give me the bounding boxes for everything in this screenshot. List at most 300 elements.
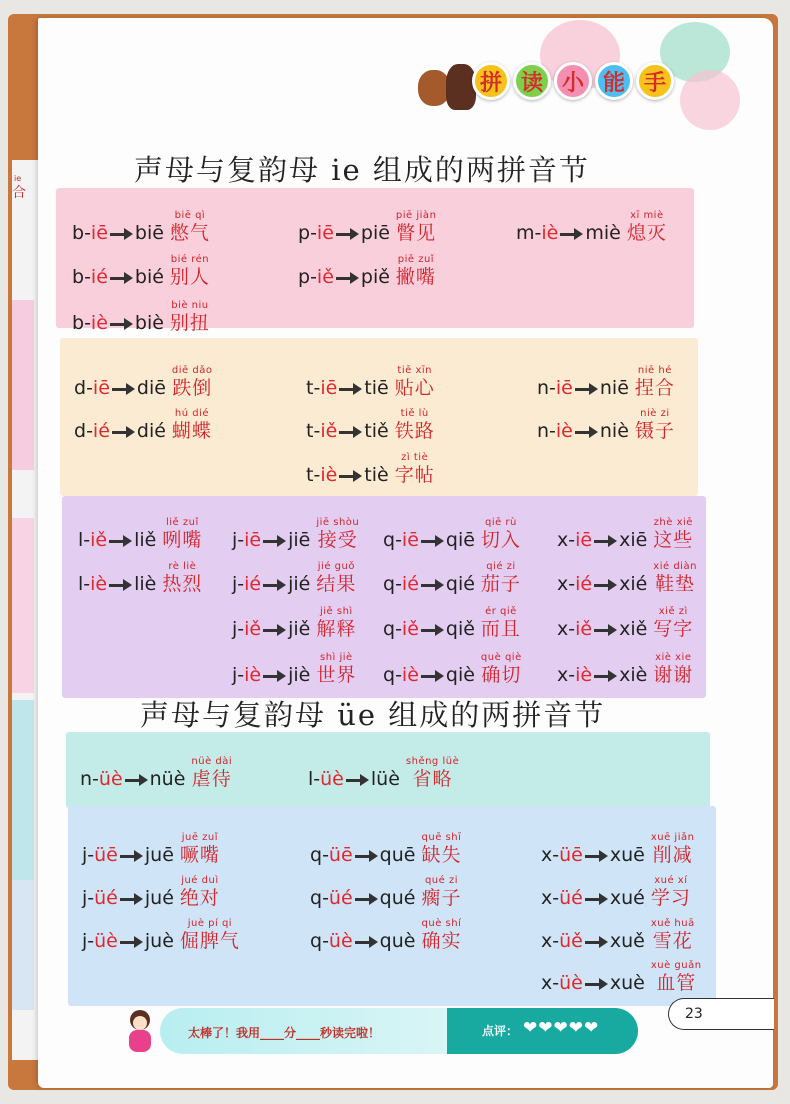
- arrow-icon: [584, 844, 608, 866]
- arrow-icon: [338, 420, 362, 442]
- decor-blob: [680, 70, 740, 130]
- chinese-word: 这些: [653, 529, 694, 551]
- syllable-entry: [232, 561, 356, 595]
- syllable-parts: [74, 420, 110, 442]
- chinese-word: 学习: [650, 887, 691, 909]
- word-with-pinyin: [421, 875, 461, 909]
- word-with-pinyin: [180, 875, 220, 909]
- arrow-icon: [119, 930, 143, 952]
- chinese-word: 切入: [480, 529, 521, 551]
- syllable-entry: [78, 561, 202, 595]
- initial: t: [306, 377, 314, 399]
- final: iè: [90, 573, 108, 595]
- syllable-entry: [74, 408, 212, 442]
- combined-syllable: liè: [134, 573, 157, 595]
- dash: -: [313, 768, 321, 790]
- left-page-color-strip: [12, 518, 34, 693]
- syllable-parts: [383, 529, 419, 551]
- chinese-word: 别人: [169, 266, 210, 288]
- syllable-entry: [232, 517, 359, 551]
- syllable-entry: [383, 652, 522, 686]
- syllable-parts: [541, 930, 583, 952]
- combined-syllable: piě: [360, 266, 390, 288]
- word-with-pinyin: [635, 365, 675, 399]
- initial: j: [232, 664, 238, 686]
- syllable-parts: [306, 420, 337, 442]
- arrow-icon: [111, 420, 135, 442]
- combined-syllable: tiē: [364, 377, 389, 399]
- syllable-parts: [557, 573, 592, 595]
- initial: q: [310, 930, 323, 952]
- chinese-word: 雪花: [652, 930, 693, 952]
- pinyin-annotation: liě zuǐ: [165, 517, 199, 528]
- initial: j: [82, 930, 88, 952]
- initial: b: [72, 266, 85, 288]
- initial: j: [82, 844, 88, 866]
- combined-syllable: biē: [134, 222, 164, 244]
- syllable-entry: [72, 210, 210, 244]
- syllable-parts: [541, 972, 583, 994]
- final: iē: [90, 222, 108, 244]
- dash: -: [322, 844, 329, 866]
- syllable-parts: [541, 844, 583, 866]
- syllable-parts: [232, 664, 261, 686]
- section-title: 声母与复韵母 üe 组成的两拼音节: [140, 698, 606, 732]
- chinese-word: 解释: [316, 618, 357, 640]
- initial: q: [383, 529, 396, 551]
- word-with-pinyin: [170, 254, 210, 288]
- combined-syllable: qué: [379, 887, 416, 909]
- syllable-parts: [537, 420, 573, 442]
- final: iē: [555, 377, 573, 399]
- arrow-icon: [119, 887, 143, 909]
- word-with-pinyin: [191, 756, 232, 790]
- word-with-pinyin: [395, 452, 435, 486]
- final: üè: [98, 768, 123, 790]
- pinyin-annotation: niē hé: [637, 365, 672, 376]
- dash: -: [84, 312, 91, 334]
- syllable-entry: [541, 875, 691, 909]
- arrow-icon: [338, 377, 362, 399]
- arrow-icon: [574, 377, 598, 399]
- syllable-parts: [557, 664, 592, 686]
- final: ié: [244, 573, 262, 595]
- dash: -: [395, 618, 402, 640]
- combined-syllable: xiē: [619, 529, 648, 551]
- arrow-icon: [420, 664, 444, 686]
- pinyin-annotation: xī miè: [630, 210, 664, 221]
- dash: -: [237, 664, 245, 686]
- arrow-icon: [262, 664, 286, 686]
- word-with-pinyin: [421, 918, 461, 952]
- pinyin-annotation: xuě huā: [650, 918, 695, 929]
- arrow-icon: [420, 618, 444, 640]
- word-with-pinyin: [481, 561, 521, 595]
- syllable-entry: [541, 918, 695, 952]
- syllable-parts: [82, 887, 118, 909]
- syllable-entry: [541, 960, 702, 994]
- final: üě: [559, 930, 583, 952]
- arrow-icon: [262, 573, 286, 595]
- arrow-icon: [420, 529, 444, 551]
- dash: -: [87, 930, 95, 952]
- syllable-parts: [74, 377, 110, 399]
- chinese-word: 咧嘴: [162, 529, 203, 551]
- word-with-pinyin: [395, 408, 435, 442]
- pinyin-annotation: bié rén: [170, 254, 210, 265]
- dash: -: [549, 377, 556, 399]
- arrow-icon: [584, 930, 608, 952]
- pinyin-annotation: jiē shòu: [316, 517, 360, 528]
- combined-syllable: diē: [136, 377, 166, 399]
- initial: x: [541, 887, 553, 909]
- pinyin-annotation: què shí: [421, 918, 462, 929]
- chinese-word: 贴心: [394, 377, 435, 399]
- final: iè: [90, 312, 108, 334]
- syllable-entry: [557, 606, 693, 640]
- final: iè: [541, 222, 559, 244]
- pinyin-annotation: qué zi: [424, 875, 458, 886]
- syllable-entry: [383, 606, 521, 640]
- syllable-entry: [82, 875, 220, 909]
- dash: -: [310, 222, 317, 244]
- dash: -: [86, 420, 93, 442]
- arrow-icon: [108, 573, 132, 595]
- syllable-parts: [78, 529, 107, 551]
- final: ié: [575, 573, 593, 595]
- pinyin-annotation: xuē jiǎn: [650, 832, 695, 843]
- arrow-icon: [354, 930, 378, 952]
- word-with-pinyin: [627, 210, 667, 244]
- word-with-pinyin: [651, 875, 691, 909]
- syllable-parts: [310, 844, 353, 866]
- initial: q: [383, 618, 396, 640]
- dash: -: [84, 266, 91, 288]
- combined-syllable: juē: [144, 844, 174, 866]
- syllable-parts: [72, 266, 108, 288]
- left-page-color-strip: [12, 300, 34, 470]
- combined-syllable: jiè: [288, 664, 311, 686]
- combined-syllable: jié: [288, 573, 311, 595]
- pinyin-annotation: piē jiàn: [395, 210, 437, 221]
- arrow-icon: [593, 618, 617, 640]
- pinyin-annotation: hú dié: [174, 408, 209, 419]
- syllable-parts: [310, 930, 353, 952]
- arrow-icon: [338, 464, 362, 486]
- initial: x: [541, 844, 553, 866]
- pinyin-annotation: xuè guǎn: [650, 960, 702, 971]
- initial: q: [310, 844, 323, 866]
- badge-char: 手: [636, 62, 674, 100]
- word-with-pinyin: [653, 561, 697, 595]
- pinyin-annotation: ér qiě: [485, 606, 517, 617]
- pinyin-annotation: jié guǒ: [317, 561, 355, 572]
- final: üè: [559, 972, 583, 994]
- initial: q: [383, 664, 396, 686]
- combined-syllable: tiě: [364, 420, 389, 442]
- word-with-pinyin: [316, 561, 356, 595]
- initial: l: [78, 529, 84, 551]
- dash: -: [552, 887, 560, 909]
- syllable-entry: [306, 408, 435, 442]
- chinese-word: 瘸子: [421, 887, 462, 909]
- chinese-word: 确实: [421, 930, 462, 952]
- dash: -: [534, 222, 542, 244]
- pinyin-annotation: biē qì: [174, 210, 206, 221]
- word-with-pinyin: [421, 832, 461, 866]
- combined-syllable: biè: [134, 312, 164, 334]
- chinese-word: 血管: [656, 972, 697, 994]
- combined-syllable: xué: [609, 887, 645, 909]
- syllable-entry: [537, 365, 675, 399]
- final: iè: [555, 420, 573, 442]
- final: üè: [320, 768, 344, 790]
- final: iē: [575, 529, 593, 551]
- initial: t: [306, 420, 314, 442]
- pinyin-annotation: niè zi: [640, 408, 670, 419]
- chinese-word: 憋气: [169, 222, 210, 244]
- chinese-word: 结果: [316, 573, 357, 595]
- syllable-parts: [306, 377, 337, 399]
- final: üè: [328, 930, 353, 952]
- combined-syllable: jiē: [288, 529, 311, 551]
- kid-icon: [124, 1010, 154, 1058]
- final: iě: [316, 266, 334, 288]
- initial: d: [74, 377, 87, 399]
- combined-syllable: qiè: [445, 664, 475, 686]
- initial: m: [516, 222, 535, 244]
- combined-syllable: niē: [599, 377, 629, 399]
- combined-syllable: piē: [360, 222, 390, 244]
- chinese-word: 写字: [653, 618, 694, 640]
- final: iē: [92, 377, 110, 399]
- chinese-word: 接受: [317, 529, 358, 551]
- word-with-pinyin: [635, 408, 675, 442]
- chinese-word: 缺失: [421, 844, 462, 866]
- final: iè: [244, 664, 262, 686]
- word-with-pinyin: [396, 210, 436, 244]
- final: üé: [328, 887, 353, 909]
- word-with-pinyin: [316, 652, 356, 686]
- combined-syllable: liě: [134, 529, 157, 551]
- badge-char: 读: [513, 62, 551, 100]
- syllable-entry: [557, 652, 693, 686]
- arrow-icon: [345, 768, 369, 790]
- chinese-word: 捏合: [634, 377, 675, 399]
- syllable-entry: [557, 561, 697, 595]
- dash: -: [552, 930, 560, 952]
- syllable-entry: [308, 756, 459, 790]
- chinese-word: 字帖: [394, 464, 435, 486]
- initial: q: [310, 887, 323, 909]
- initial: x: [557, 529, 569, 551]
- dash: -: [552, 972, 560, 994]
- word-with-pinyin: [653, 652, 693, 686]
- syllable-entry: [298, 210, 436, 244]
- combined-syllable: dié: [136, 420, 166, 442]
- syllable-parts: [298, 222, 334, 244]
- word-with-pinyin: [653, 606, 693, 640]
- word-with-pinyin: [481, 652, 522, 686]
- arrow-icon: [593, 573, 617, 595]
- syllable-entry: [82, 918, 240, 952]
- arrow-icon: [111, 377, 135, 399]
- dash: -: [395, 573, 402, 595]
- combined-syllable: nüè: [149, 768, 186, 790]
- chinese-word: 绝对: [179, 887, 220, 909]
- initial: x: [557, 664, 569, 686]
- arrow-icon: [124, 768, 148, 790]
- initial: p: [298, 222, 311, 244]
- dash: -: [86, 377, 93, 399]
- chinese-word: 世界: [316, 664, 357, 686]
- chinese-word: 铁路: [394, 420, 435, 442]
- dash: -: [568, 529, 576, 551]
- dash: -: [310, 266, 317, 288]
- word-with-pinyin: [162, 561, 202, 595]
- syllable-parts: [537, 377, 573, 399]
- word-with-pinyin: [172, 408, 212, 442]
- arrow-icon: [420, 573, 444, 595]
- syllable-entry: [74, 365, 212, 399]
- badge-char: 小: [554, 62, 592, 100]
- arrow-icon: [593, 664, 617, 686]
- chinese-word: 熄灭: [626, 222, 667, 244]
- pinyin-annotation: xiě zì: [658, 606, 688, 617]
- syllable-parts: [78, 573, 107, 595]
- initial: x: [541, 972, 553, 994]
- chinese-word: 虐待: [191, 768, 232, 790]
- chinese-word: 茄子: [480, 573, 521, 595]
- badge-char: 拼: [472, 62, 510, 100]
- combined-syllable: quē: [379, 844, 416, 866]
- word-with-pinyin: [180, 918, 240, 952]
- syllable-parts: [557, 618, 592, 640]
- syllable-parts: [80, 768, 123, 790]
- final: üé: [94, 887, 118, 909]
- pinyin-annotation: jué duì: [181, 875, 219, 886]
- dash: -: [87, 887, 95, 909]
- word-with-pinyin: [481, 517, 521, 551]
- word-with-pinyin: [406, 756, 459, 790]
- final: üé: [559, 887, 583, 909]
- left-page-color-strip: [12, 880, 34, 1010]
- left-page-fragment: ie: [14, 174, 22, 183]
- pinyin-annotation: quē shī: [421, 832, 462, 843]
- pinyin-annotation: shěng lüè: [405, 756, 460, 767]
- pinyin-annotation: tiě lù: [400, 408, 429, 419]
- combined-syllable: xuè: [609, 972, 645, 994]
- combined-syllable: jiě: [288, 618, 311, 640]
- syllable-parts: [557, 529, 592, 551]
- initial: n: [537, 377, 550, 399]
- syllable-parts: [308, 768, 344, 790]
- page-number: 23: [668, 998, 774, 1030]
- syllable-parts: [310, 887, 353, 909]
- dash: -: [395, 664, 402, 686]
- section-title: 声母与复韵母 ie 组成的两拼音节: [134, 153, 590, 187]
- syllable-parts: [383, 664, 419, 686]
- chinese-word: 瞥见: [396, 222, 437, 244]
- pinyin-annotation: tiē xīn: [397, 365, 432, 376]
- word-with-pinyin: [653, 517, 693, 551]
- final: üē: [559, 844, 583, 866]
- chinese-word: 鞋垫: [655, 573, 696, 595]
- initial: t: [306, 464, 314, 486]
- combined-syllable: xuē: [609, 844, 645, 866]
- word-with-pinyin: [651, 960, 702, 994]
- syllable-entry: [82, 832, 220, 866]
- syllable-parts: [72, 222, 108, 244]
- dash: -: [313, 377, 321, 399]
- pinyin-annotation: piě zuǐ: [397, 254, 435, 265]
- syllable-entry: [557, 517, 693, 551]
- dash: -: [87, 844, 95, 866]
- initial: q: [383, 573, 396, 595]
- final: iě: [90, 529, 108, 551]
- pinyin-annotation: biè niu: [171, 300, 209, 311]
- arrow-icon: [262, 618, 286, 640]
- dash: -: [237, 618, 245, 640]
- final: ié: [401, 573, 419, 595]
- final: üē: [328, 844, 353, 866]
- dash: -: [92, 768, 99, 790]
- chinese-word: 跌倒: [172, 377, 213, 399]
- header-badge: [472, 62, 674, 100]
- dash: -: [322, 887, 329, 909]
- syllable-entry: [232, 606, 356, 640]
- initial: d: [74, 420, 87, 442]
- syllable-entry: [310, 918, 461, 952]
- syllable-parts: [383, 573, 419, 595]
- arrow-icon: [593, 529, 617, 551]
- syllable-parts: [306, 464, 337, 486]
- chinese-word: 确切: [481, 664, 522, 686]
- final: iè: [401, 664, 419, 686]
- combined-syllable: qié: [445, 573, 475, 595]
- initial: j: [232, 529, 238, 551]
- combined-syllable: què: [379, 930, 416, 952]
- word-with-pinyin: [170, 300, 210, 334]
- syllable-entry: [383, 561, 521, 595]
- syllable-parts: [383, 618, 419, 640]
- combined-syllable: xiě: [619, 618, 648, 640]
- syllable-entry: [537, 408, 675, 442]
- syllable-parts: [82, 930, 118, 952]
- pinyin-annotation: diē dǎo: [171, 365, 213, 376]
- syllable-parts: [541, 887, 583, 909]
- syllable-entry: [72, 300, 210, 334]
- syllable-entry: [310, 875, 461, 909]
- chinese-word: 削减: [652, 844, 693, 866]
- final: ié: [92, 420, 110, 442]
- final: üè: [94, 930, 118, 952]
- word-with-pinyin: [162, 517, 202, 551]
- chinese-word: 倔脾气: [179, 930, 240, 952]
- arrow-icon: [109, 312, 133, 334]
- chinese-word: 别扭: [169, 312, 210, 334]
- final: iě: [401, 618, 419, 640]
- final: iè: [320, 464, 338, 486]
- dash: -: [313, 464, 321, 486]
- pinyin-annotation: nüè dài: [191, 756, 233, 767]
- syllable-parts: [232, 573, 261, 595]
- pinyin-annotation: què qiè: [480, 652, 522, 663]
- chinese-word: 而且: [480, 618, 521, 640]
- syllable-entry: [310, 832, 461, 866]
- syllable-parts: [516, 222, 558, 244]
- final: üē: [94, 844, 118, 866]
